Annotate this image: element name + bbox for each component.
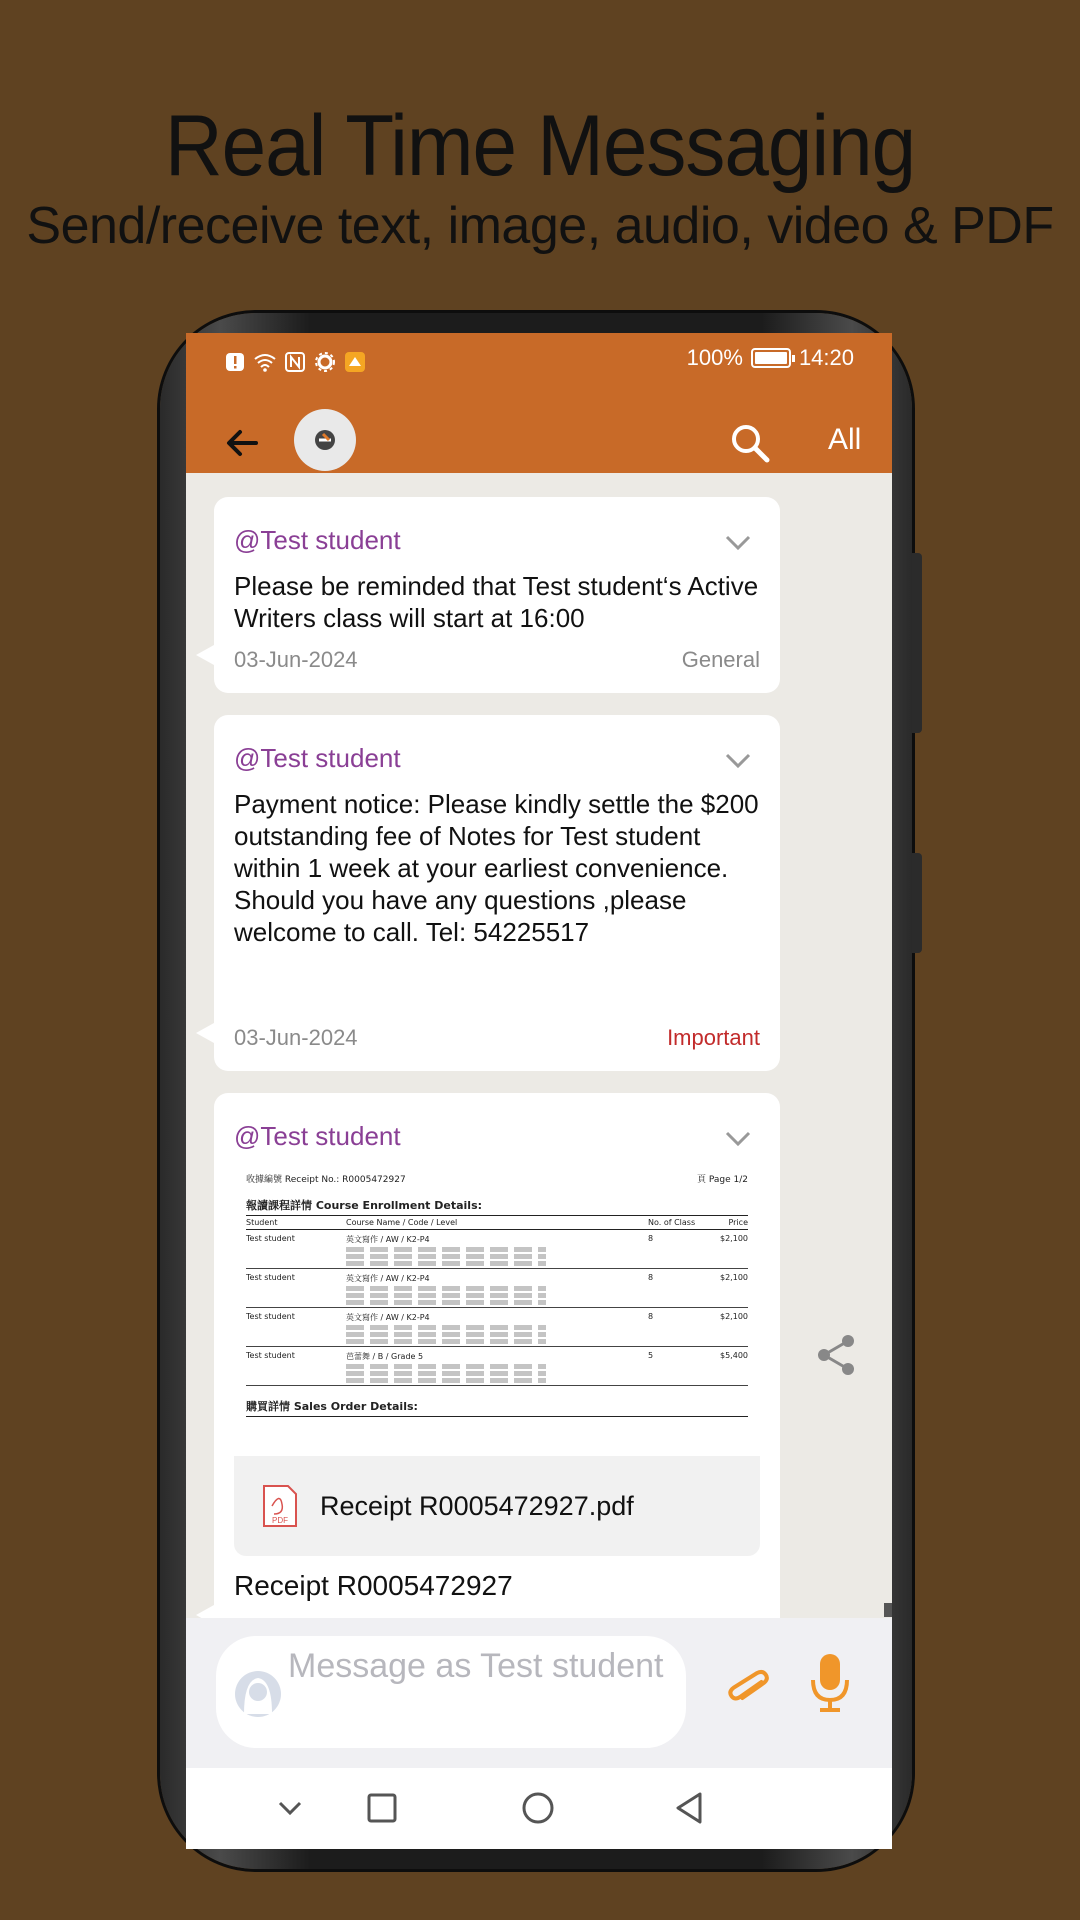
chevron-down-icon[interactable]: [724, 1129, 752, 1149]
search-icon[interactable]: [728, 421, 772, 465]
message-input[interactable]: [216, 1636, 686, 1748]
chevron-down-icon[interactable]: [724, 751, 752, 771]
message-sender[interactable]: @Test student: [234, 525, 401, 555]
receipt-course: 芭蕾舞 / B / Grade 5: [346, 1352, 424, 1361]
receipt-section-title: 報讀課程詳情 Course Enrollment Details:: [246, 1199, 483, 1212]
receipt-student: Test student: [246, 1351, 295, 1360]
receipt-price: $2,100: [720, 1273, 748, 1282]
receipt-classes: 5: [648, 1351, 654, 1360]
receipt-col-header: Price: [728, 1218, 748, 1227]
receipt-price: $5,400: [720, 1351, 748, 1360]
app-notification-icon: [344, 351, 366, 373]
filter-all-button[interactable]: All: [828, 423, 862, 456]
receipt-student: Test student: [246, 1273, 295, 1282]
message-category: Important: [667, 1025, 760, 1050]
system-nav-bar: [186, 1768, 892, 1849]
receipt-col-header: Course Name / Code / Level: [346, 1218, 458, 1227]
message-category: General: [681, 647, 760, 672]
message-input-placeholder[interactable]: Message as Test student: [288, 1647, 664, 1685]
share-icon[interactable]: [814, 1333, 858, 1377]
receipt-row: [246, 1351, 748, 1386]
pdf-attachment[interactable]: [234, 1456, 760, 1556]
receipt-course: 英文寫作 / AW / K2-P4: [346, 1274, 430, 1283]
pdf-preview-image[interactable]: [234, 1164, 760, 1456]
nfc-icon: [284, 351, 306, 373]
status-bar: [186, 333, 892, 391]
receipt-row: [246, 1273, 748, 1308]
message-caption: Receipt R0005472927: [234, 1570, 513, 1601]
clock: 14:20: [798, 345, 854, 370]
message-date: 03-Jun-2024: [234, 647, 358, 672]
scrollbar-thumb[interactable]: [884, 1603, 892, 1617]
settings-icon: [314, 351, 336, 373]
nav-back-icon[interactable]: [672, 1790, 708, 1826]
receipt-price: $2,100: [720, 1312, 748, 1321]
receipt-classes: 8: [648, 1273, 654, 1282]
receipt-price: $2,100: [720, 1234, 748, 1243]
composer-bar: [186, 1618, 892, 1768]
wifi-icon: [254, 351, 276, 373]
receipt-student: Test student: [246, 1312, 295, 1321]
message-bubble[interactable]: [214, 1093, 780, 1653]
message-date: 03-Jun-2024: [234, 1025, 358, 1050]
receipt-section-title: 購買詳情 Sales Order Details:: [246, 1400, 418, 1413]
message-bubble[interactable]: [214, 497, 780, 693]
promo-subtitle: Send/receive text, image, audio, video & PDF: [26, 197, 1054, 255]
receipt-classes: 8: [648, 1312, 654, 1321]
pdf-file-icon: [262, 1484, 298, 1528]
battery-percent: 100%: [686, 345, 743, 370]
paperclip-icon[interactable]: [726, 1666, 772, 1712]
nav-recents-icon[interactable]: [364, 1790, 400, 1826]
receipt-course: 英文寫作 / AW / K2-P4: [346, 1235, 430, 1244]
message-sender[interactable]: @Test student: [234, 1121, 401, 1151]
volume-button: [912, 553, 922, 733]
receipt-col-header: No. of Class: [648, 1218, 696, 1227]
svg-text:PDF: PDF: [272, 1516, 288, 1525]
receipt-page: 頁 Page 1/2: [697, 1175, 748, 1185]
pdf-file-name[interactable]: Receipt R0005472927.pdf: [320, 1490, 634, 1521]
receipt-course: 英文寫作 / AW / K2-P4: [346, 1313, 430, 1322]
message-bubble[interactable]: [214, 715, 780, 1071]
message-text: Payment notice: Please kindly settle the $200 outstanding fee of Notes for Test student within 1 week at your earliest convenience. Should you have any questions ,please welcome to call. Tel: 54225517: [234, 789, 759, 947]
receipt-number: 收據編號 Receipt No.: R0005472927: [246, 1175, 406, 1185]
battery-icon: [751, 348, 791, 368]
microphone-icon[interactable]: [810, 1652, 850, 1714]
message-text: Please be reminded that Test student‘s Active Writers class will start at 16:00: [234, 571, 759, 633]
promo-title: Real Time Messaging: [164, 97, 916, 194]
receipt-row: [246, 1312, 748, 1347]
user-avatar-icon: [234, 1670, 282, 1718]
power-button: [912, 853, 922, 953]
message-sender[interactable]: @Test student: [234, 743, 401, 773]
school-logo-icon: [311, 426, 339, 454]
phone-frame: [160, 313, 912, 1869]
nav-home-icon[interactable]: [520, 1790, 556, 1826]
nav-hide-icon[interactable]: [272, 1790, 308, 1826]
receipt-classes: 8: [648, 1234, 654, 1243]
message-list[interactable]: [186, 473, 892, 1618]
receipt-student: Test student: [246, 1234, 295, 1243]
receipt-row: [246, 1234, 748, 1269]
school-logo-avatar[interactable]: [294, 409, 356, 471]
receipt-col-header: Student: [246, 1218, 278, 1227]
chevron-down-icon[interactable]: [724, 533, 752, 553]
phone-screen: [186, 333, 892, 1849]
arrow-left-icon[interactable]: [220, 421, 264, 465]
alert-icon: [224, 351, 246, 373]
